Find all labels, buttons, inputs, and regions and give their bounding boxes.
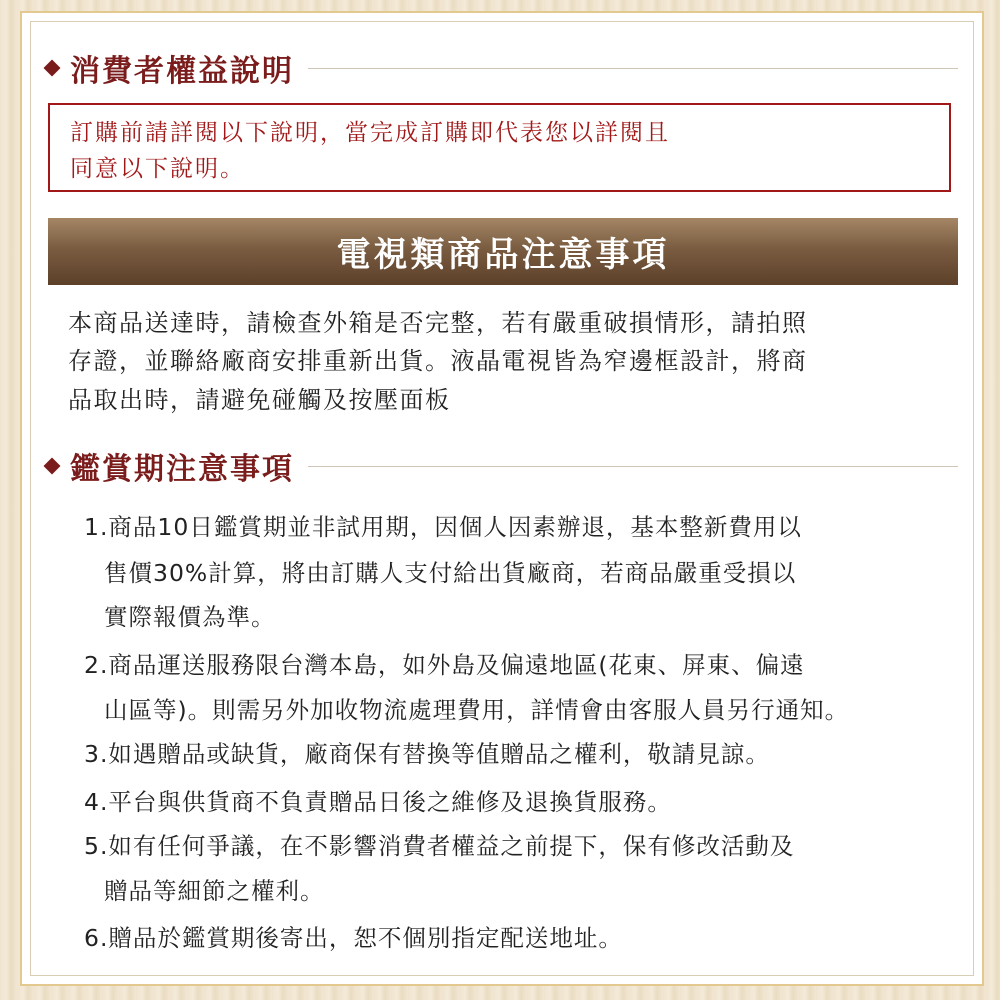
tv-notice-banner-title: 電視類商品注意事項 [336, 235, 670, 275]
tv-notice-line: 存證，並聯絡廠商安排重新出貨。液晶電視皆為窄邊框設計，將商 [68, 347, 808, 375]
list-item-continuation: 實際報價為準。 [104, 603, 276, 631]
list-item: 4.平台與供貨商不負責贈品日後之維修及退換貨服務。 [84, 788, 672, 816]
list-item-continuation: 山區等)。則需另外加收物流處理費用，詳情會由客服人員另行通知。 [104, 696, 850, 724]
list-item-continuation: 贈品等細節之權利。 [104, 877, 325, 905]
consumer-notice-line: 同意以下說明。 [70, 156, 245, 182]
tv-notice-banner [48, 218, 958, 285]
heading-divider [308, 466, 958, 467]
consumer-notice-line: 訂購前請詳閱以下說明，當完成訂購即代表您以詳閱且 [70, 120, 670, 146]
list-item: 1.商品10日鑑賞期並非試用期，因個人因素辦退，基本整新費用以 [84, 513, 802, 541]
list-item: 2.商品運送服務限台灣本島，如外島及偏遠地區(花東、屏東、偏遠 [84, 651, 805, 679]
tv-notice-line: 本商品送達時，請檢查外箱是否完整，若有嚴重破損情形，請拍照 [68, 309, 808, 337]
list-item-continuation: 售價30%計算，將由訂購人支付給出貨廠商，若商品嚴重受損以 [104, 559, 797, 587]
tv-notice-line: 品取出時，請避免碰觸及按壓面板 [68, 386, 451, 414]
consumer-rights-title: 消費者權益說明 [70, 54, 294, 89]
list-item: 3.如遇贈品或缺貨，廠商保有替換等值贈品之權利，敬請見諒。 [84, 740, 770, 768]
list-item: 5.如有任何爭議，在不影響消費者權益之前提下，保有修改活動及 [84, 832, 795, 860]
diamond-bullet-icon [44, 60, 61, 77]
list-item: 6.贈品於鑑賞期後寄出，恕不個別指定配送地址。 [84, 924, 623, 952]
appreciation-heading [38, 446, 958, 486]
diamond-bullet-icon [44, 458, 61, 475]
consumer-rights-heading [38, 48, 958, 88]
appreciation-title: 鑑賞期注意事項 [70, 452, 294, 487]
heading-divider [308, 68, 958, 69]
